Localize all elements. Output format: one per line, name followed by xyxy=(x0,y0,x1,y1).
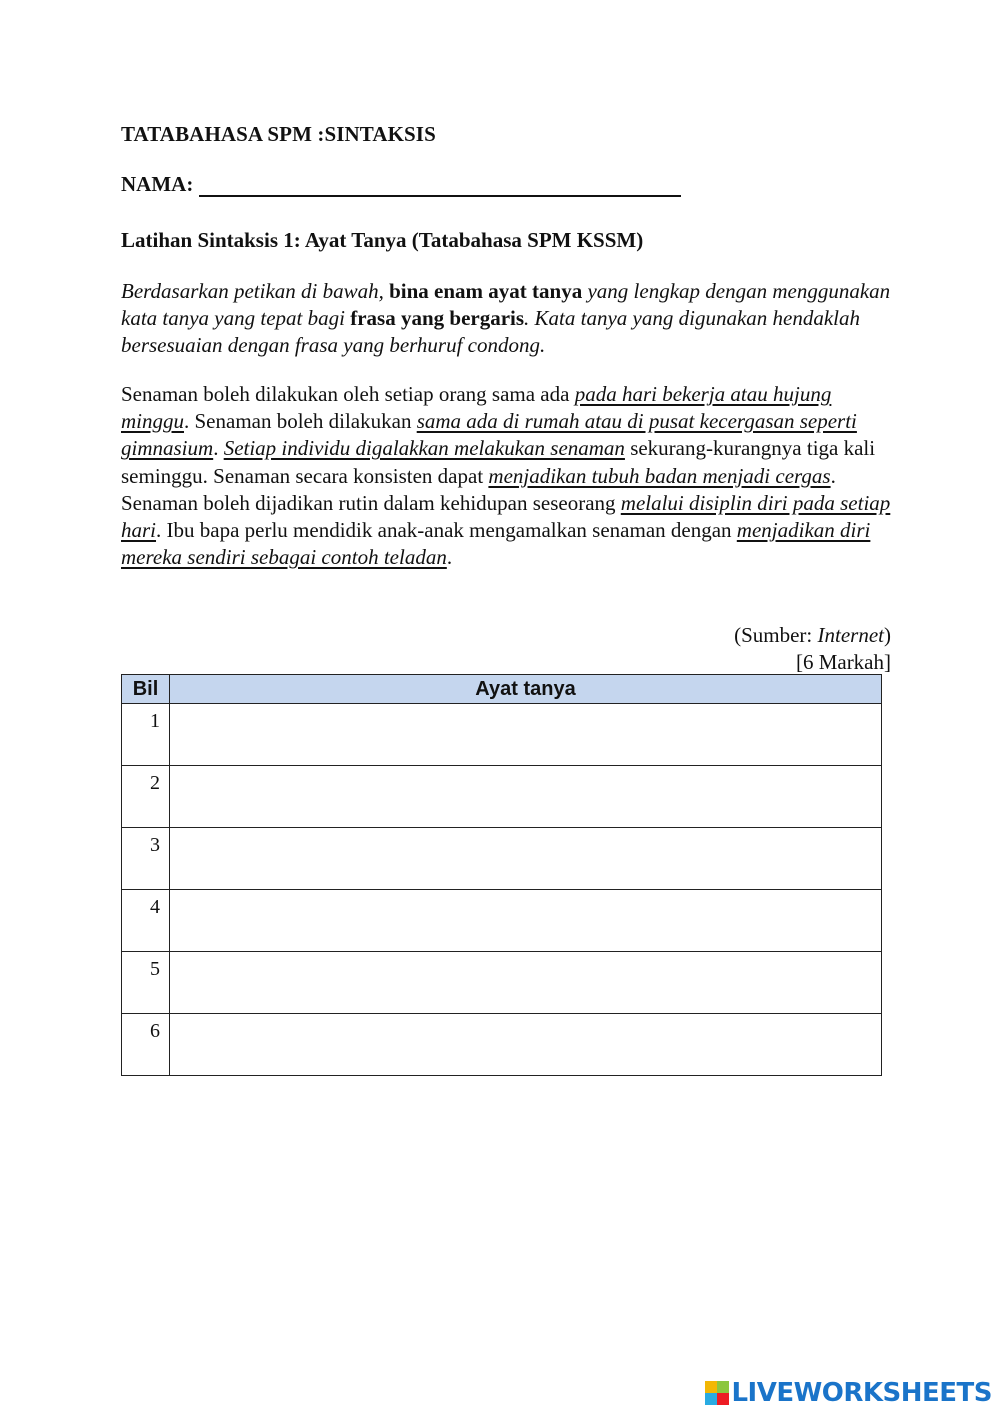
liveworksheets-logo-icon xyxy=(705,1381,729,1405)
row-number: 1 xyxy=(122,704,170,766)
answer-cell[interactable] xyxy=(170,890,882,952)
instructions-text-2: yang lengkap dengan menggunakan kata tanya yang tepat bagi xyxy=(121,279,891,330)
answer-cell[interactable] xyxy=(170,766,882,828)
table-row xyxy=(122,952,882,1014)
instructions-text-1: Berdasarkan petikan di bawah, xyxy=(121,279,390,303)
logo-square xyxy=(705,1393,717,1405)
table-row xyxy=(122,704,882,766)
answer-table xyxy=(121,674,882,1076)
instructions xyxy=(121,278,891,359)
instructions-bold-2: frasa yang bergaris xyxy=(350,306,525,330)
row-number: 4 xyxy=(122,890,170,952)
passage-text: Senaman boleh dilakukan oleh setiap orang sama ada xyxy=(121,382,575,406)
passage-text: sekurang-kurangnya tiga kali seminggu. Senaman secara konsisten dapat xyxy=(121,436,876,488)
answer-cell[interactable] xyxy=(170,704,882,766)
table-header-row xyxy=(122,675,882,704)
source-name: Internet xyxy=(817,623,884,647)
row-number: 5 xyxy=(122,952,170,1014)
table-row xyxy=(122,1014,882,1076)
source-prefix: (Sumber: xyxy=(734,623,818,647)
passage-text: . Ibu bapa perlu mendidik anak-anak mengamalkan senaman dengan xyxy=(156,518,737,543)
answer-cell[interactable] xyxy=(170,828,882,890)
worksheet-title: TATABAHASA SPM :SINTAKSIS xyxy=(121,122,436,146)
underlined-phrase: melalui disiplin diri pada setiap hari xyxy=(121,490,891,543)
header-bil: Bil xyxy=(122,675,170,704)
reading-passage xyxy=(121,381,891,571)
underlined-phrase: Setiap individu digalakkan melakukan senaman xyxy=(223,436,625,461)
header-ayat-tanya: Ayat tanya xyxy=(170,675,882,704)
instructions-text-3: . Kata tanya yang digunakan hendaklah bersesuaian dengan frasa yang berhuruf condong. xyxy=(121,306,860,357)
passage-text: . Senaman boleh dilakukan xyxy=(184,409,417,434)
passage-text: . Senaman boleh dijadikan rutin dalam kehidupan seseorang xyxy=(121,463,836,515)
logo-square xyxy=(717,1393,729,1405)
table-row xyxy=(122,828,882,890)
instructions-bold-1: bina enam ayat tanya xyxy=(389,279,583,303)
name-label: NAMA: xyxy=(121,172,194,196)
row-number: 6 xyxy=(122,1014,170,1076)
logo-square xyxy=(705,1381,717,1393)
source-citation xyxy=(734,622,891,649)
table-row xyxy=(122,766,882,828)
underlined-phrase: menjadikan diri mereka sendiri sebagai contoh teladan xyxy=(121,518,871,570)
passage-text: . xyxy=(446,545,453,570)
table-row xyxy=(122,890,882,952)
row-number: 2 xyxy=(122,766,170,828)
source-block xyxy=(734,622,891,676)
underlined-phrase: pada hari bekerja atau hujung minggu xyxy=(121,382,832,434)
underlined-phrase: menjadikan tubuh badan menjadi cergas xyxy=(488,463,831,488)
liveworksheets-brand[interactable] xyxy=(705,1378,992,1408)
passage-text: . xyxy=(213,436,224,461)
brand-name: LIVEWORKSHEETS xyxy=(731,1378,992,1408)
answer-cell[interactable] xyxy=(170,952,882,1014)
exercise-heading: Latihan Sintaksis 1: Ayat Tanya (Tatabahasa SPM KSSM) xyxy=(121,228,644,252)
logo-square xyxy=(717,1381,729,1393)
name-input-line[interactable] xyxy=(199,173,681,197)
underlined-phrase: sama ada di rumah atau di pusat kecergasan seperti gimnasium xyxy=(121,409,857,461)
row-number: 3 xyxy=(122,828,170,890)
name-field xyxy=(121,172,681,197)
marks-label: [6 Markah] xyxy=(795,650,891,674)
source-suffix: ) xyxy=(884,623,891,647)
answer-cell[interactable] xyxy=(170,1014,882,1076)
